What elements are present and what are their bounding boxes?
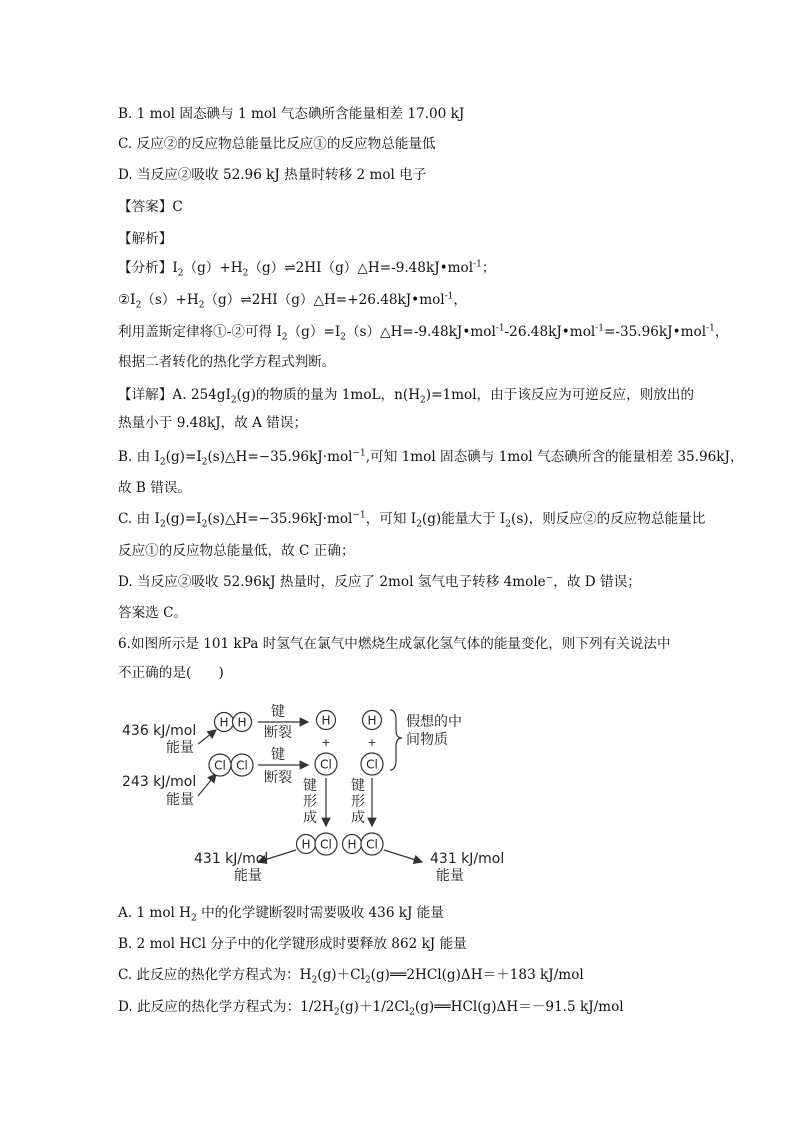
text-segment: ； — [481, 260, 496, 276]
text-segment: A. 1 mol H — [118, 905, 192, 921]
text-segment: (s)△H=−35.96kJ·mol — [207, 449, 353, 465]
text-segment: ， — [714, 324, 729, 340]
superscript: -1 — [473, 259, 482, 270]
bond-form-char: 形 — [351, 794, 365, 810]
h-symbol: H — [321, 713, 331, 728]
text-segment: (g)══HCl(g)ΔH＝－91.5 kJ/mol — [414, 999, 624, 1015]
text-segment: B. 2 mol HCl 分子中的化学键形成时要释放 862 kJ 能量 — [118, 936, 467, 952]
text-segment: (g)=I — [165, 449, 202, 465]
cl-symbol: Cl — [320, 757, 332, 772]
subscript: 2 — [333, 1007, 340, 1018]
superscript: -1 — [495, 323, 505, 334]
bond-form-char: 键 — [351, 778, 365, 794]
subscript: 2 — [159, 457, 166, 468]
bond-form-char: 成 — [351, 810, 365, 826]
text-segment: （g）=I — [287, 324, 341, 340]
intermediate-label: 假想的中 — [406, 714, 462, 730]
h-symbol: H — [367, 713, 377, 728]
text-segment: 反应①的反应物总能量低，故 C 正确； — [118, 543, 355, 559]
subscript: 2 — [281, 332, 288, 343]
subscript: 2 — [340, 332, 346, 343]
subscript: 2 — [242, 268, 249, 279]
cl-symbol: Cl — [320, 837, 332, 852]
hcl-energy-value: 431 kJ/mol — [430, 851, 505, 867]
text-segment: B. 由 I — [118, 449, 160, 465]
text-segment: (s)，则反应②的反应物总能量比 — [511, 511, 706, 527]
subscript: 2 — [364, 975, 371, 986]
text-line-c — [118, 134, 436, 154]
text-segment: 【分析】I — [118, 260, 178, 276]
text-segment: C. 由 I — [118, 511, 160, 527]
subscript: 2 — [505, 519, 512, 530]
energy-change-diagram — [118, 700, 518, 890]
text-segment: (s)△H=−35.96kJ·mol — [207, 511, 353, 527]
intermediate-bracket — [390, 710, 402, 770]
text-segment: )=1mol，由于该反应为可逆反应，则放出的 — [425, 387, 695, 403]
text-segment: ,可知 1mol 固态碘与 1mol 气态碘所含的能量相差 35.96kJ， — [365, 449, 744, 465]
bond-label: 键 — [271, 704, 285, 720]
subscript: 2 — [135, 300, 142, 311]
text-line-oa — [118, 903, 444, 923]
text-line-od — [118, 997, 624, 1017]
subscript: 2 — [420, 395, 426, 406]
subscript: 2 — [201, 457, 208, 468]
clcl-energy-value: 243 kJ/mol — [122, 774, 197, 790]
text-segment: 根据二者转化的热化学方程式判断。 — [118, 354, 336, 370]
hh-energy-value: 436 kJ/mol — [122, 723, 197, 739]
plus-sign: + — [367, 736, 377, 749]
subscript: 2 — [177, 268, 184, 279]
subscript: 2 — [198, 300, 205, 311]
hcl-energy-arrow — [384, 850, 422, 862]
text-segment: ②I — [118, 292, 136, 308]
text-segment: （g）⇌2HI（g）△H=+26.48kJ•mol — [204, 292, 445, 308]
subscript: 2 — [159, 519, 166, 530]
text-segment: 中的化学键断裂时需要吸收 436 kJ 能量 — [196, 905, 444, 921]
text-segment: (g)的物质的量为 1moL，n(H — [236, 387, 421, 403]
text-segment: 6.如图所示是 101 kPa 时氢气在氯气中燃烧生成氯化氢气体的能量变化，则下列有关说法中 — [118, 636, 671, 652]
subscript: 2 — [409, 1007, 415, 1018]
plus-sign: + — [321, 736, 331, 749]
text-segment: 不正确的是( ) — [118, 665, 224, 681]
subscript: 2 — [311, 975, 318, 986]
text-segment: （g）⇌2HI（g）△H=-9.48kJ•mol — [248, 260, 474, 276]
cl-symbol: Cl — [236, 758, 248, 773]
text-line-xb2 — [118, 478, 191, 498]
text-line-r2 — [118, 290, 467, 310]
hcl-energy-label: 能量 — [234, 868, 262, 884]
text-segment: 利用盖斯定律将①-②可得 I — [118, 324, 282, 340]
text-segment: (g)＋Cl — [317, 967, 365, 983]
text-segment: =-35.96kJ•mol — [604, 324, 707, 340]
superscript: −1 — [352, 448, 366, 459]
text-segment: ， — [453, 292, 468, 308]
text-segment: 热量小于 9.48kJ，故 A 错误； — [118, 415, 308, 431]
text-line-xa2 — [118, 413, 307, 433]
text-line-b — [118, 104, 464, 124]
intermediate-label: 间物质 — [406, 732, 448, 748]
clcl-energy-arrow — [198, 774, 216, 796]
superscript: -1 — [595, 323, 605, 334]
text-line-ob — [118, 934, 467, 954]
hh-energy-label: 能量 — [166, 740, 194, 756]
text-segment: D. 此反应的热化学方程式为：1/2H — [118, 999, 334, 1015]
text-segment: B. 1 mol 固态碘与 1 mol 气态碘所含能量相差 17.00 kJ — [118, 106, 465, 122]
text-segment: ，可知 I — [365, 511, 417, 527]
text-line-ans — [118, 197, 183, 217]
text-segment: ，故 D 错误； — [553, 574, 641, 590]
text-segment: （g）+H — [183, 260, 243, 276]
h-symbol: H — [301, 837, 311, 852]
text-line-xa1 — [118, 385, 694, 405]
text-segment: 答案选 C。 — [118, 605, 188, 621]
text-segment: (g)══2HCl(g)ΔH＝＋183 kJ/mol — [370, 967, 584, 983]
clcl-energy-label: 能量 — [166, 792, 194, 808]
break-label: 断裂 — [264, 725, 292, 741]
superscript: −1 — [352, 510, 366, 521]
text-line-q6b — [118, 663, 224, 683]
hcl-energy-label: 能量 — [436, 868, 464, 884]
bond-form-char: 形 — [303, 794, 317, 810]
text-line-q6a — [118, 634, 671, 654]
h-symbol: H — [347, 837, 357, 852]
bond-form-char: 成 — [303, 810, 317, 826]
text-segment: D. 当反应②吸收 52.96kJ 热量时，反应了 2mol 氢气电子转移 4mole — [118, 574, 546, 590]
subscript: 2 — [416, 519, 422, 530]
subscript: 2 — [230, 395, 237, 406]
break-label: 断裂 — [264, 770, 292, 786]
text-line-xs — [118, 603, 187, 623]
text-line-xd — [118, 572, 641, 592]
text-segment: 【答案】C — [118, 199, 183, 215]
text-segment: （s）△H=-9.48kJ•mol — [345, 324, 496, 340]
hh-energy-arrow — [198, 730, 216, 744]
text-line-xc2 — [118, 541, 355, 561]
subscript: 2 — [191, 913, 197, 924]
subscript: 2 — [201, 519, 208, 530]
text-segment: D. 当反应②吸收 52.96 kJ 热量时转移 2 mol 电子 — [118, 167, 427, 183]
superscript: -1 — [706, 323, 715, 334]
bond-form-char: 键 — [303, 778, 317, 794]
text-line-fx — [118, 258, 495, 278]
text-segment: 故 B 错误。 — [118, 480, 192, 496]
text-segment: -26.48kJ•mol — [504, 324, 596, 340]
cl-symbol: Cl — [366, 757, 378, 772]
text-line-xc1 — [118, 509, 705, 529]
text-segment: C. 反应②的反应物总能量比反应①的反应物总能量低 — [118, 136, 436, 152]
superscript: − — [545, 573, 554, 584]
h-symbol: H — [219, 715, 229, 730]
text-line-oc — [118, 965, 584, 985]
text-line-xb1 — [118, 447, 744, 467]
superscript: -1 — [444, 291, 454, 302]
text-segment: (g)＋1/2Cl — [339, 999, 410, 1015]
text-segment: C. 此反应的热化学方程式为：H — [118, 967, 312, 983]
text-line-jx — [118, 229, 172, 249]
h-symbol: H — [237, 715, 247, 730]
hcl-energy-value: 431 kJ/mol — [194, 851, 269, 867]
cl-symbol: Cl — [366, 837, 378, 852]
text-segment: (g)能量大于 I — [421, 511, 506, 527]
text-line-gj — [118, 352, 336, 372]
bond-label: 键 — [271, 747, 285, 763]
text-line-gs — [118, 322, 728, 342]
text-segment: 【解析】 — [118, 231, 173, 247]
cl-symbol: Cl — [214, 758, 226, 773]
text-segment: 【详解】A. 254gI — [118, 387, 231, 403]
text-segment: (g)=I — [165, 511, 202, 527]
text-segment: （s）+H — [141, 292, 199, 308]
text-line-d — [118, 165, 426, 185]
